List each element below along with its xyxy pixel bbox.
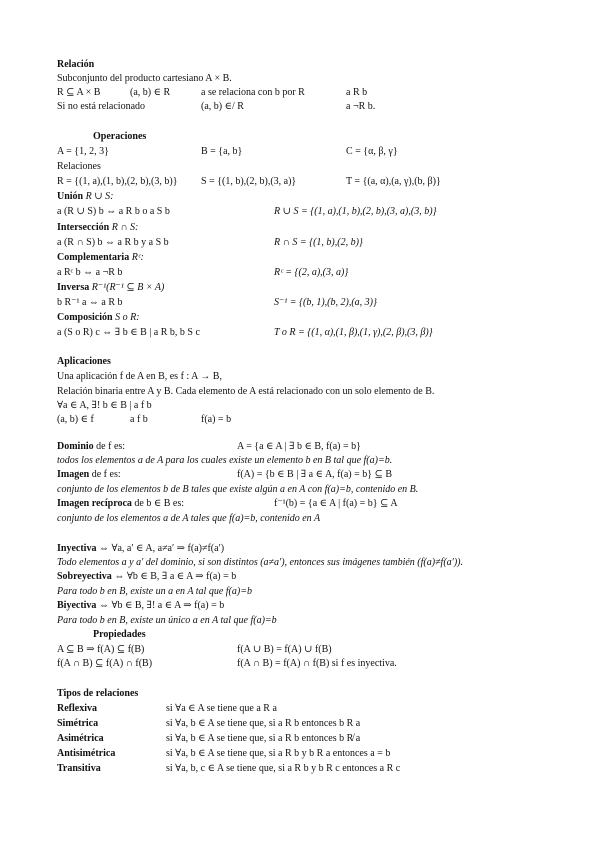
imagen-description: conjunto de los elementos b de B tales que existe algún a en A con f(a)=b, contenido en B. <box>57 484 419 495</box>
biyectiva-description: Para todo b en B, existe un único a en A tal que f(a)=b <box>57 615 277 626</box>
propiedad-2a: f(A ∩ B) ⊆ f(A) ∩ f(B) <box>57 658 153 669</box>
dominio-title: Dominio <box>57 441 94 452</box>
imagen-rest: de f es: <box>89 469 121 480</box>
dominio-heading <box>57 440 125 453</box>
composition-heading <box>57 311 140 324</box>
intersection-symbol: R ∩ S: <box>111 222 139 233</box>
set-b: B = {a, b} <box>201 146 243 157</box>
aplicacion-fab: f(a) = b <box>201 414 232 425</box>
imagen-reciproca-rest: de b ∈ B es: <box>131 498 185 509</box>
tipo-definition: si ∀a, b, c ∈ A se tiene que, si a R b y b R c entonces a R c <box>166 763 401 774</box>
intersection-title: Intersección <box>57 222 110 233</box>
relation-r: R = {(1, a),(1, b),(2, b),(3, b)} <box>57 176 178 187</box>
tipo-name: Transitiva <box>57 763 101 774</box>
aplicacion-quantifier: ∀a ∈ A, ∃! b ∈ B | a f b <box>57 400 152 411</box>
intersection-result: R ∩ S = {(1, b),(2, b)} <box>274 237 363 248</box>
composition-title: Composición <box>57 312 113 323</box>
dominio-rest: de f es: <box>93 441 126 452</box>
relacion-phrase: a se relaciona con b por R <box>201 87 305 98</box>
aplicaciones-title: Aplicaciones <box>57 356 111 367</box>
relation-t: T = {(a, α),(a, γ),(b, β)} <box>346 176 441 187</box>
biyectiva-title: Biyectiva <box>57 600 97 611</box>
imagen-reciproca-heading <box>57 497 184 510</box>
composition-definition: a (S o R) c ⇔ ∃ b ∈ B | a R b, b S c <box>57 327 200 338</box>
intersection-definition: a (R ∩ S) b ⇔ a R b y a S b <box>57 237 169 248</box>
imagen-reciproca-title: Imagen recíproca <box>57 498 132 509</box>
complement-result: Rᶜ = {(2, a),(3, a)} <box>274 267 349 278</box>
aplicacion-pair: (a, b) ∈ f <box>57 414 94 425</box>
propiedad-2b: f(A ∩ B) = f(A) ∩ f(B) si f es inyectiva. <box>237 658 397 669</box>
inyectiva-title: Inyectiva <box>57 543 97 554</box>
union-result: R ∪ S = {(1, a),(1, b),(2, b),(3, a),(3, b)} <box>274 206 437 217</box>
complement-symbol: Rᶜ: <box>131 252 144 263</box>
dominio-description: todos los elementos a de A para los cuales existe un elemento b en B tal que f(a)=b. <box>57 455 393 466</box>
propiedad-1a: A ⊆ B ⇒ f(A) ⊆ f(B) <box>57 644 145 655</box>
imagen-heading <box>57 468 121 481</box>
relacion-title: Relación <box>57 59 95 70</box>
complement-title: Complementaria <box>57 252 130 263</box>
complement-definition: a Rᶜ b ⇔ a ¬R b <box>57 267 123 278</box>
inyectiva-rest: ⇔ ∀a, a′ ∈ A, a≠a′ ⇒ f(a)≠f(a′) <box>96 543 225 554</box>
aplicacion-afb: a f b <box>130 414 148 425</box>
union-title: Unión <box>57 191 84 202</box>
relation-s: S = {(1, b),(2, b),(3, a)} <box>201 176 297 187</box>
relacion-not-notation: a ¬R b. <box>346 101 376 112</box>
tipo-name: Antisimétrica <box>57 748 116 759</box>
composition-result: T o R = {(1, α),(1, β),(1, γ),(2, β),(3, β)} <box>274 327 433 338</box>
tipo-definition: si ∀a ∈ A se tiene que a R a <box>166 703 277 714</box>
relacion-not-related: Si no está relacionado <box>57 101 146 112</box>
inyectiva-heading <box>57 542 224 555</box>
relacion-subset: R ⊆ A × B <box>57 87 101 98</box>
complement-heading <box>57 251 144 264</box>
sobreyectiva-rest: ⇔ ∀b ∈ B, ∃ a ∈ A ⇒ f(a) = b <box>111 571 237 582</box>
imagen-reciproca-description: conjunto de los elementos a de A tales que f(a)=b, contenido en A <box>57 513 321 524</box>
relacion-definition: Subconjunto del producto cartesiano A × B. <box>57 73 232 84</box>
relacion-notation: a R b <box>346 87 368 98</box>
union-definition: a (R ∪ S) b ⇔ a R b o a S b <box>57 206 170 217</box>
inverse-title: Inversa <box>57 282 90 293</box>
inverse-heading <box>57 281 164 294</box>
inverse-symbol: R⁻¹(R⁻¹ ⊆ B × A) <box>91 282 165 293</box>
union-heading <box>57 190 113 203</box>
tipo-name: Simétrica <box>57 718 99 729</box>
sobreyectiva-title: Sobreyectiva <box>57 571 112 582</box>
imagen-title: Imagen <box>57 469 90 480</box>
propiedades-title: Propiedades <box>93 629 146 640</box>
aplicacion-binary: Relación binaria entre A y B. Cada elemento de A está relacionado con un solo elemento de B. <box>57 386 435 397</box>
intersection-heading <box>57 221 138 234</box>
relacion-pair: (a, b) ∈ R <box>130 87 171 98</box>
tipo-definition: si ∀a, b ∈ A se tiene que, si a R b entonces b R̸ a <box>166 733 361 744</box>
relaciones-label: Relaciones <box>57 161 101 172</box>
tipo-name: Reflexiva <box>57 703 97 714</box>
imagen-formula: f(A) = {b ∈ B | ∃ a ∈ A, f(a) = b} ⊆ B <box>237 469 393 480</box>
tipo-name: Asimétrica <box>57 733 104 744</box>
aplicacion-definition: Una aplicación f de A en B, es f : A → B, <box>57 371 222 382</box>
propiedad-1b: f(A ∪ B) = f(A) ∪ f(B) <box>237 644 332 655</box>
set-c: C = {α, β, γ} <box>346 146 398 157</box>
tipo-definition: si ∀a, b ∈ A se tiene que, si a R b y b R a entonces a = b <box>166 748 391 759</box>
inverse-definition: b R⁻¹ a ⇔ a R b <box>57 297 123 308</box>
sobreyectiva-heading <box>57 570 236 583</box>
tipo-definition: si ∀a, b ∈ A se tiene que, si a R b entonces b R a <box>166 718 361 729</box>
sobreyectiva-description: Para todo b en B, existe un a en A tal que f(a)=b <box>57 586 252 597</box>
union-symbol: R ∪ S: <box>85 191 114 202</box>
biyectiva-rest: ⇔ ∀b ∈ B, ∃! a ∈ A ⇒ f(a) = b <box>96 600 225 611</box>
dominio-formula: A = {a ∈ A | ∃ b ∈ B, f(a) = b} <box>237 441 361 452</box>
composition-symbol: S o R: <box>115 312 140 323</box>
set-a: A = {1, 2, 3} <box>57 146 109 157</box>
imagen-reciproca-formula: f⁻¹(b) = {a ∈ A | f(a) = b} ⊆ A <box>274 498 398 509</box>
biyectiva-heading <box>57 599 224 612</box>
relacion-not-pair: (a, b) ∈/ R <box>201 101 244 112</box>
inyectiva-description: Todo elementos a y a′ del dominio, si son distintos (a≠a′), entonces sus imágenes también (f(a)≠f(a′)). <box>57 557 464 568</box>
inverse-result: S⁻¹ = {(b, 1),(b, 2),(a, 3)} <box>274 297 378 308</box>
operaciones-title: Operaciones <box>93 131 147 142</box>
tipos-title: Tipos de relaciones <box>57 688 139 699</box>
